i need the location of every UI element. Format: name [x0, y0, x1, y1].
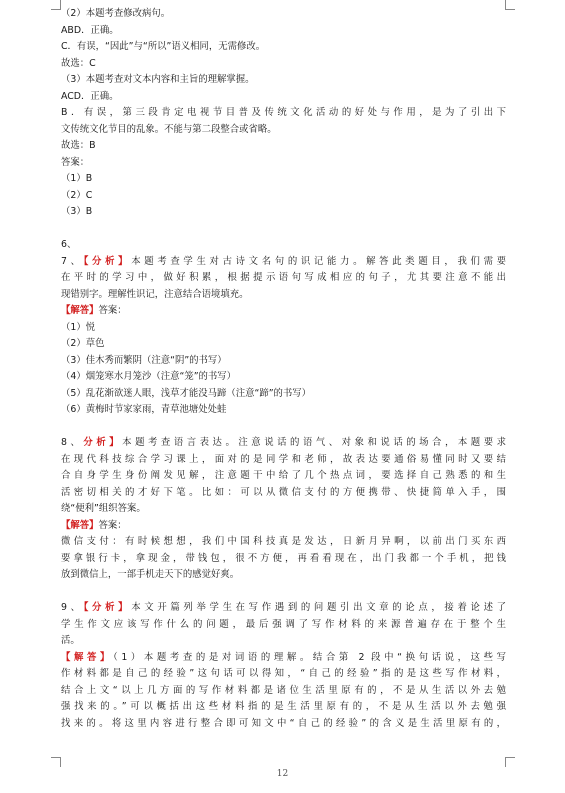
q7-number: 7、	[61, 255, 84, 267]
text-line: 在现代科技综合学习课上，面对的是同学和老师，故表达要通俗易懂同时又要结	[61, 453, 506, 465]
q9-analysis-text: 本文开篇列举学生在写作遇到的问题引出文章的论点，接着论述了	[131, 602, 506, 613]
q8-analysis-line	[61, 435, 506, 452]
q8-analysis-tag: 分析】	[83, 437, 123, 448]
text-line: 找来的。将这里内容进行整合即可知文中“自己的经验”的含义是生活里原有的，	[61, 717, 506, 729]
text-line: 要拿银行卡，拿现金，带钱包，很不方便，再看看现在，出门我都一个手机，把钱	[61, 552, 506, 564]
q9-analysis-tag: 【分析】	[83, 602, 132, 613]
text-line: 现错别字。理解性识记，注意结合语境填充。	[61, 288, 249, 300]
text-line: ABD．正确。	[61, 24, 119, 36]
q7-answer-label: 答案：	[98, 305, 127, 316]
text-line: 绕“便利”组织答案。	[61, 503, 146, 514]
text-line: 活密切相关的才好下笔。比如：可以从微信支付的方便携带、快捷简单入手，围	[61, 486, 506, 498]
q9-number: 9、	[61, 602, 84, 613]
text-line: （3）佳木秀而繁阴（注意“阴”的书写）	[61, 354, 227, 366]
text-line: 合自身学生身份阐发见解，注意题干中给了几个热点词，要选择自己熟悉的和生	[61, 470, 506, 481]
text-line: 强找来的。”可以概括出这些材料指的是生活里原有的，不是从生活以外去勉强	[61, 701, 506, 712]
text-line: （2）本题考查修改病句。	[61, 8, 171, 19]
text-line: （3）本题考查对文本内容和主旨的理解掌握。	[61, 74, 255, 85]
text-line: C．有误，“因此”与“所以”语义相同，无需修改。	[61, 41, 266, 52]
q9-analysis-line	[61, 600, 506, 617]
q8-answer-line	[61, 518, 506, 535]
q8-answer-label: 答案：	[98, 519, 127, 531]
text-line: 结合上文“以上几方面的写作材料都是诸位生活里原有的，不是从生活以外去勉	[61, 684, 506, 696]
text-line: 故选：C	[61, 57, 96, 69]
q9-answer-text: （1）本题考查的是对词语的理解。结合第 2 段中“换句话说，这些写	[113, 651, 506, 663]
q9-answer-line	[61, 650, 506, 667]
text-line: 放到微信上，一部手机走天下的感觉好爽。	[61, 569, 240, 580]
q8-answer-tag: 【解答】	[61, 519, 99, 531]
question-6-number: 6、	[61, 239, 77, 250]
text-line: 作材料都是自己的经验”这句话可以得知，“自己的经验”指的是这些写作材料，	[61, 668, 506, 679]
text-line: 学生作文应该写作什么的问题，最后强调了写作材料的来源普遍存在于整个生	[61, 618, 506, 630]
q7-analysis-tag: 【分析】	[83, 255, 132, 267]
page-number: 12	[276, 769, 289, 779]
text-line: ACD．正确。	[61, 90, 119, 102]
text-line: （1）B	[61, 173, 93, 184]
q7-answer-tag: 【解答】	[61, 305, 99, 316]
question-7-block	[61, 254, 506, 419]
text-line: 微信支付：有时候想想，我们中国科技真是发达，日新月异啊，以前出门买东西	[61, 536, 506, 547]
q9-answer-tag: 【解答】	[61, 651, 114, 663]
text-line: （2）草色	[61, 338, 105, 349]
crop-mark-bottom-right	[505, 757, 515, 767]
text-line: 文传统文化节目的乱象。不能与第二段整合或省略。	[61, 123, 277, 135]
q7-analysis-line	[61, 254, 506, 271]
q8-analysis-text: 本题考查语言表达。注意说话的语气、对象和说话的场合，本题要求	[122, 437, 506, 448]
crop-mark-top-right	[505, 0, 515, 10]
q7-analysis-text: 本题考查学生对古诗文名句的识记能力。解答此类题目，我们需要	[131, 255, 506, 267]
crop-mark-bottom-left	[51, 757, 61, 767]
text-line: B．有误，第三段肯定电视节目普及传统文化活动的好处与作用，是为了引出下	[61, 107, 506, 118]
text-line: 答案：	[61, 156, 90, 168]
q7-answer-line	[61, 303, 506, 320]
text-line: （3）B	[61, 206, 93, 217]
page-content	[61, 6, 506, 732]
text-line: （5）乱花渐欲迷人眼，浅草才能没马蹄（注意“蹄”的书写）	[61, 387, 312, 399]
text-line: （4）烟笼寒水月笼沙（注意“笼”的书写）	[61, 371, 237, 382]
text-line: 故选：B	[61, 140, 96, 151]
text-line: （1）悦	[61, 321, 96, 333]
q8-number: 8、	[61, 437, 84, 448]
question-9-block	[61, 600, 506, 732]
text-line: 在平时的学习中，做好积累，根据提示语句写成相应的句子，尤其要注意不能出	[61, 272, 506, 283]
question-8-block	[61, 435, 506, 584]
text-line: （6）黄梅时节家家雨，青草池塘处处蛙	[61, 404, 227, 415]
crop-mark-top-left	[51, 0, 61, 10]
prev-answer-block	[61, 6, 506, 221]
text-line: 活。	[61, 635, 80, 646]
text-line: （2）C	[61, 189, 93, 201]
